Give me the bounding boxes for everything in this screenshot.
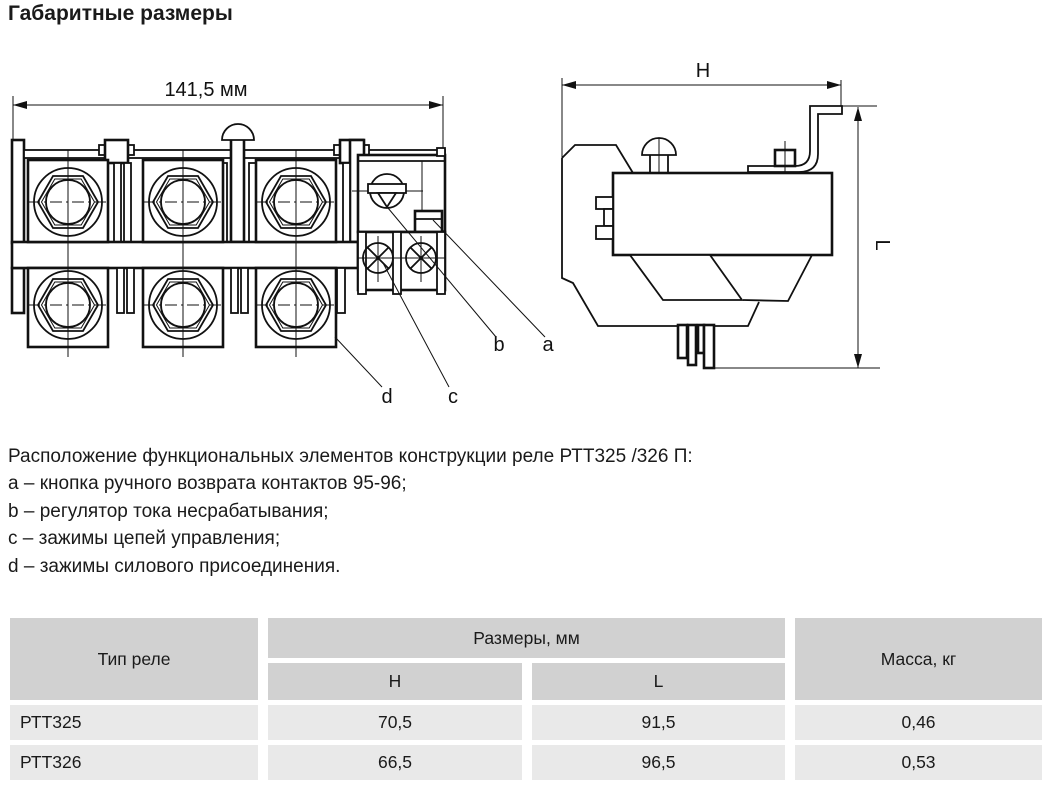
legend-item-b: b – регулятор тока несрабатывания; [8,500,329,522]
bottom-pin [678,325,687,358]
side-h-dimension [562,60,841,158]
side-h-label: H [695,60,711,82]
post [231,268,238,313]
post [337,268,345,313]
divider [437,232,445,294]
callout-label-c: c [448,386,458,408]
front-view-drawing [0,60,560,420]
callout-label-b: b [493,334,505,356]
center-post [231,138,244,242]
legend-item-d: d – зажимы силового присоединения. [8,555,341,577]
relay-body [613,173,832,255]
reset-button [415,211,442,232]
callout-label-d: d [381,386,393,408]
row2-mass: 0,53 [795,745,1042,780]
header-h: H [268,663,522,700]
box-lip [437,148,445,156]
page-title: Габаритные размеры [8,2,233,25]
row2-h: 66,5 [268,745,522,780]
post [127,268,134,313]
header-dimensions: Размеры, мм [268,618,785,658]
side-view-drawing [540,50,960,395]
side-step [596,226,613,239]
regulator-bar [368,184,406,193]
front-width-dimension [13,79,443,155]
row1-h: 70,5 [268,705,522,740]
post [124,163,131,242]
post [114,163,121,242]
side-step [596,197,613,209]
outer-profile-top [562,145,633,173]
header-l: L [532,663,785,700]
row1-l: 91,5 [532,705,785,740]
lower-body [630,255,742,300]
row1-type: РТТ325 [10,705,258,740]
legend-intro: Расположение функциональных элементов конструкции реле РТТ325 /326 П: [8,446,693,467]
dome-screw [222,124,254,140]
legend-item-c: c – зажимы цепей управления; [8,528,281,550]
post [117,268,124,313]
header-relay-type: Тип реле [10,618,258,700]
lower-body-right [743,255,812,301]
side-l-label: L [871,239,893,251]
left-flange-lower [12,268,24,313]
legend-item-a: a – кнопка ручного возврата контактов 95-96; [8,473,407,495]
header-mass: Масса, кг [795,618,1042,700]
callout-label-a: a [542,334,554,356]
legend-block [8,443,693,580]
side-step [604,209,613,226]
middle-band [12,242,358,268]
post [343,163,350,242]
bottom-pin [704,325,714,368]
bottom-pin [688,325,696,365]
dimensions-table [10,618,1042,780]
row1-mass: 0,46 [795,705,1042,740]
left-flange [12,140,24,243]
front-width-label: 141,5 мм [164,79,248,101]
post [241,268,248,313]
row2-type: РТТ326 [10,745,258,780]
row2-l: 96,5 [532,745,785,780]
